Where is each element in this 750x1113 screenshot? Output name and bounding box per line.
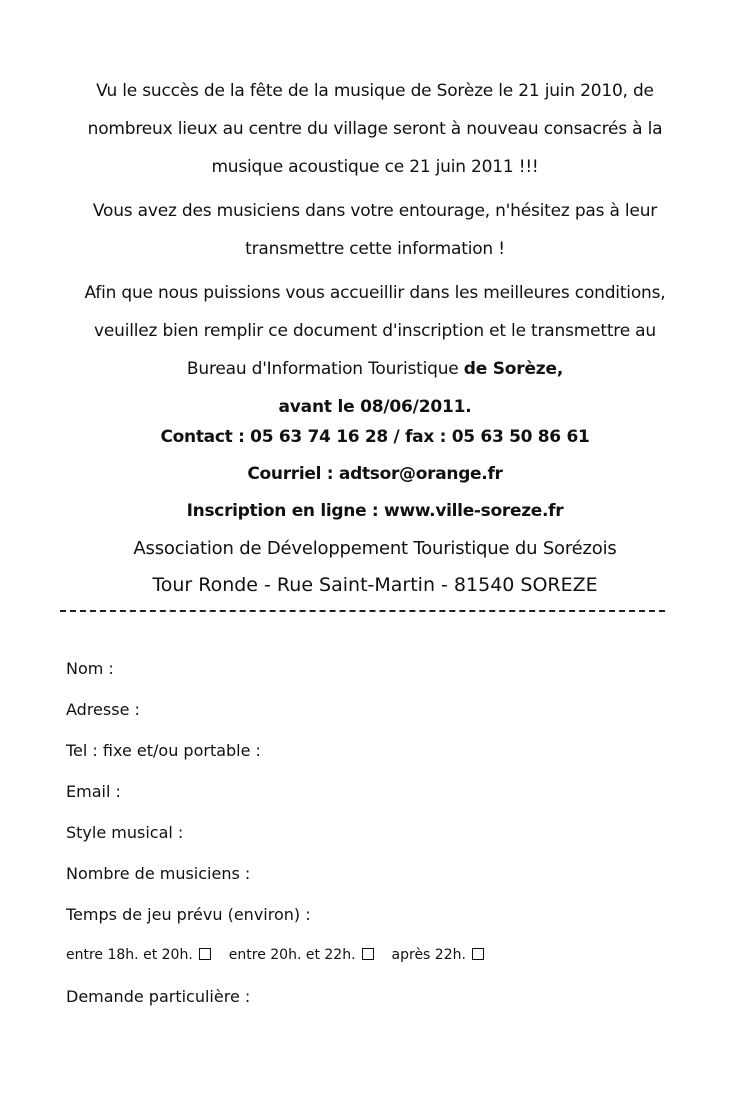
intro-line: veuillez bien remplir ce document d'inscription et le transmettre au (94, 321, 656, 341)
slot-option (392, 935, 502, 976)
field-email: Email : (66, 782, 121, 801)
field-nombre-musiciens: Nombre de musiciens : (66, 864, 251, 883)
intro-line: Vous avez des musiciens dans votre entourage, n'hésitez pas à leur (92, 201, 658, 221)
bureau-line (40, 350, 710, 388)
intro-line: musique acoustique ce 21 juin 2011 !!! (211, 157, 539, 177)
slot-label: entre 20h. et 22h. (228, 947, 356, 963)
time-slot-options (66, 935, 686, 976)
field-style-musical: Style musical : (66, 823, 184, 842)
slot-option (66, 935, 229, 976)
bureau-location: de Sorèze, (463, 359, 564, 379)
contact-online-line (40, 493, 710, 530)
email-label: Courriel : (247, 464, 339, 484)
intro-line: transmettre cette information ! (245, 239, 505, 259)
intro-line: Afin que nous puissions vous accueillir dans les meilleures conditions, (84, 283, 666, 303)
website-link[interactable]: www.ville-soreze.fr (384, 501, 564, 521)
association-name: Association de Développement Touristique du Sorézois (133, 538, 617, 559)
slot-checkbox[interactable] (472, 948, 484, 960)
association-address: Tour Ronde - Rue Saint-Martin - 81540 SOREZE (152, 574, 598, 596)
field-temps-de-jeu: Temps de jeu prévu (environ) : (66, 905, 311, 924)
slot-label: entre 18h. et 20h. (66, 947, 193, 963)
email-link[interactable]: adtsor@orange.fr (338, 464, 503, 484)
deadline: avant le 08/06/2011. (278, 397, 472, 417)
online-label: Inscription en ligne : (186, 501, 385, 521)
slot-label: après 22h. (391, 947, 466, 963)
intro-text (40, 72, 710, 426)
contact-email-line (40, 456, 710, 493)
contact-phone-fax: Contact : 05 63 74 16 28 / fax : 05 63 50 86 61 (160, 427, 590, 447)
slot-checkbox[interactable] (362, 948, 374, 960)
cut-line-divider (60, 610, 665, 612)
field-adresse: Adresse : (66, 700, 140, 719)
slot-checkbox[interactable] (199, 948, 211, 960)
intro-line: Vu le succès de la fête de la musique de Sorèze le 21 juin 2010, de (96, 81, 654, 101)
field-telephone: Tel : fixe et/ou portable : (66, 741, 261, 760)
field-demande-particuliere: Demande particulière : (66, 987, 251, 1006)
contact-block (40, 419, 710, 604)
intro-line: nombreux lieux au centre du village seront à nouveau consacrés à la (87, 119, 663, 139)
registration-form (66, 648, 686, 1017)
slot-option (229, 935, 392, 976)
bureau-prefix: Bureau d'Information Touristique (186, 359, 464, 379)
field-nom: Nom : (66, 659, 114, 678)
